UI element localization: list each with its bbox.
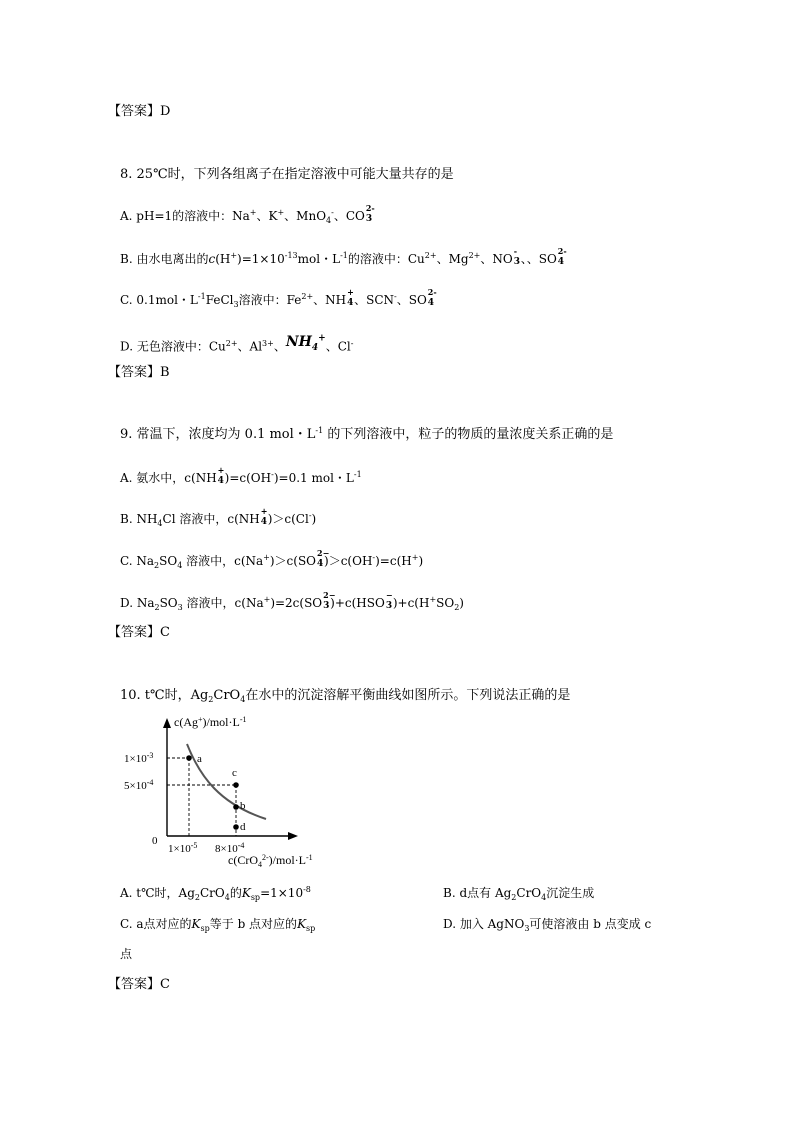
x-axis-arrow — [288, 832, 298, 840]
point-b-label: b — [240, 800, 246, 812]
answer-7: 【答案】D — [108, 104, 171, 119]
x-tick-8e-4: $8\times 10^{-4}$ — [215, 841, 245, 855]
q10-option-d: D. 加入 AgNO$_3$可使溶液由 b 点变成 c — [443, 917, 652, 933]
x-axis-label: $c(CrO_4^{2-})/mol\cdot L^{-1}$ — [228, 853, 313, 869]
y-tick-5e-4: $5\times 10^{-4}$ — [124, 778, 154, 792]
y-axis-label: $c(Ag^+)/mol\cdot L^{-1}$ — [174, 715, 247, 729]
point-c-label: c — [232, 767, 237, 779]
point-a-label: a — [197, 753, 202, 765]
q8-option-b: B. 由水电离出的$c(H^+)=1\times 10^{-13}mol$・$L^{-1}$的溶液中：$Cu^{2+}$、$Mg^{2+}$、NO - 3 、、SO 2- 4 — [120, 246, 567, 267]
point-d — [233, 824, 239, 830]
answer-9: 【答案】C — [108, 625, 170, 640]
answer-8: 【答案】B — [108, 365, 170, 380]
q9-option-b: B. $NH_4Cl$ 溶液中，c(NH + 4 )＞c(Cl-) — [120, 506, 317, 528]
y-tick-0: 0 — [152, 835, 158, 847]
point-a — [186, 755, 192, 761]
q8-option-d: D. 无色溶液中：$Cu^{2+}$、$Al^{3+}$、$NH_4^+$、Cl- — [120, 333, 354, 354]
q8-option-c: C. 0.1mol・$L^{-1}FeCl_3$溶液中：$Fe^{2+}$、NH + 4 、SCN-、SO 2- 4 — [120, 287, 437, 309]
question-10-stem: 10. t℃时，$Ag_2CrO_4$在水中的沉淀溶解平衡曲线如图所示。下列说法正确的是 — [120, 688, 571, 704]
q10-option-d-cont: 点 — [120, 947, 133, 961]
x-tick-1e-5: $1\times 10^{-5}$ — [168, 841, 198, 855]
q10-option-c: C. a点对应的$K_{sp}$等于 b 点对应的$K_{sp}$ — [120, 917, 316, 933]
answer-10: 【答案】C — [108, 977, 170, 992]
point-d-label: d — [240, 821, 246, 833]
question-9-stem: 9. 常温下，浓度均为 0.1 mol・$L^{-1}$ 的下列溶液中，粒子的物质的量浓度关系正确的是 — [120, 426, 614, 442]
point-c — [233, 782, 239, 788]
y-tick-1e-3: $1\times 10^{-3}$ — [124, 751, 154, 765]
q9-option-d: D. $Na_2SO_3$ 溶液中，c(Na+)=2c(SO 2− 3 )+c(HSO − 3 )$+c(H^+SO_2)$ — [120, 590, 464, 612]
q10-option-b: B. d点有 $Ag_2CrO_4$沉淀生成 — [443, 886, 595, 902]
q9-option-c: C. $Na_2SO_4$ 溶液中，c(Na+)＞c(SO 2− 4 )＞c(OH-)=c(H+) — [120, 548, 424, 570]
point-b — [233, 804, 239, 810]
solubility-chart — [124, 712, 360, 872]
nh4-formula: $NH_4^+$ — [285, 333, 326, 353]
q9-option-a: A. 氨水中，c(NH + 4 )=c(OH-)=0.1 mol・$L^{-1}$ — [120, 465, 362, 486]
q8-option-a: A. pH=1的溶液中：Na+、K+、MnO$_4$-、CO 2- 3 — [120, 203, 375, 225]
question-8-stem: 8. 25℃时，下列各组离子在指定溶液中可能大量共存的是 — [120, 167, 454, 182]
q10-option-a: A. t℃时，$Ag_2CrO_4$的$K_{sp}=1\times 10^{-8}$ — [120, 885, 311, 902]
y-axis-arrow — [163, 718, 171, 728]
